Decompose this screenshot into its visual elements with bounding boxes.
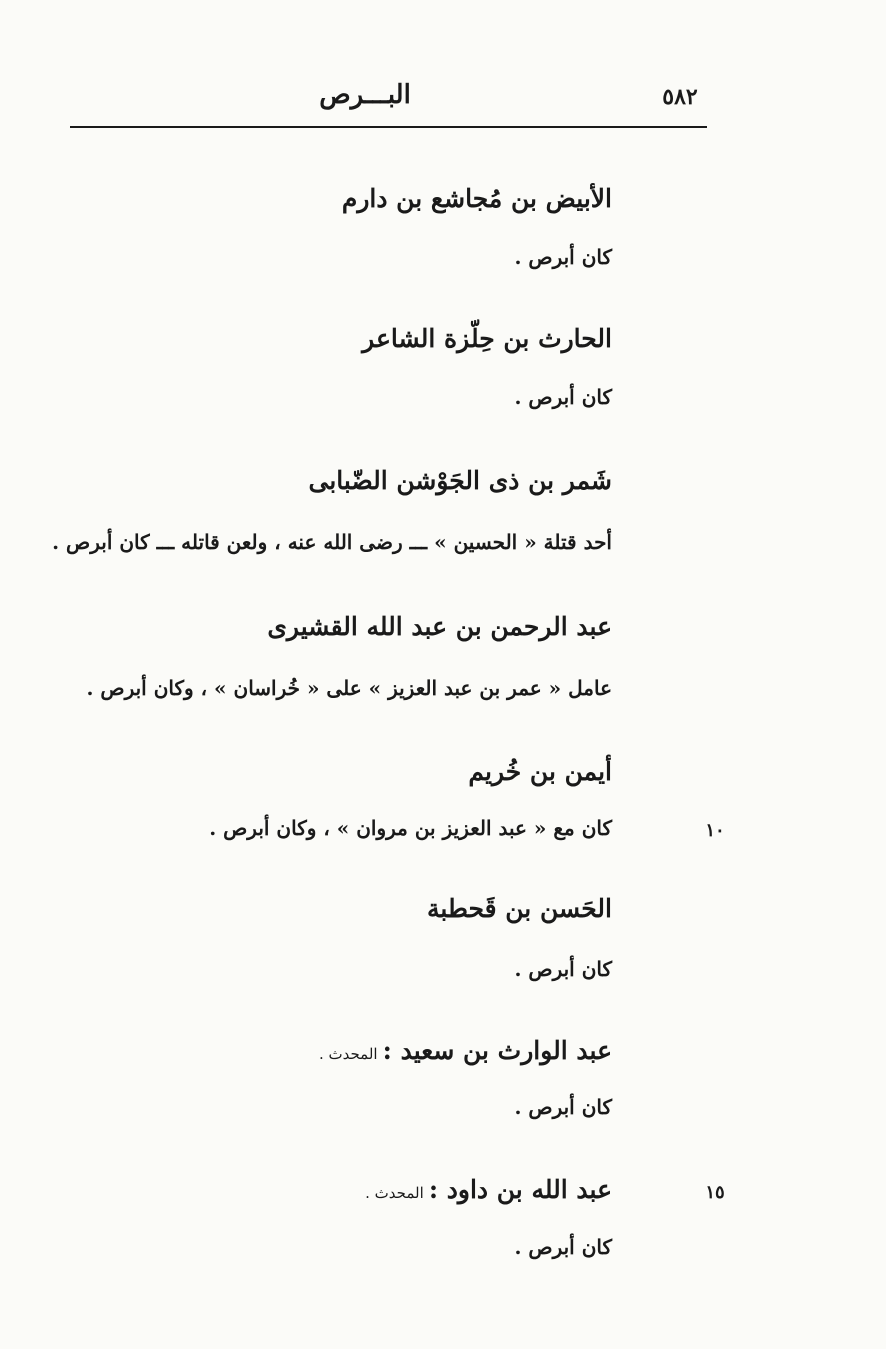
- entry-note: كان أبرص .: [514, 1095, 612, 1119]
- margin-line-number: ١٠: [705, 820, 725, 841]
- entry-note: كان أبرص .: [514, 1235, 612, 1259]
- entry-note: عامل « عمر بن عبد العزيز » على « خُراسان » ، وكان أبرص .: [86, 676, 612, 700]
- entry-name: الحَسن بن قَحطبة: [427, 894, 612, 923]
- entry-suffix: المحدث .: [365, 1184, 424, 1202]
- entry-note: كان أبرص .: [514, 385, 612, 409]
- entry-note: أحد قتلة « الحسين » ـــ رضى الله عنه ، ولعن قاتله ـــ كان أبرص .: [52, 530, 612, 554]
- entry-name: الحارث بن حِلّزة الشاعر: [362, 324, 612, 353]
- entry-note: كان أبرص .: [514, 957, 612, 981]
- entry-name: شَمر بن ذى الجَوْشن الضّبابى: [308, 466, 612, 495]
- entry-heading: [319, 1036, 612, 1065]
- entry-name: عبد الرحمن بن عبد الله القشيرى: [267, 612, 612, 641]
- entry-note: كان مع « عبد العزيز بن مروان » ، وكان أبرص .: [209, 816, 612, 840]
- entry-name: عبد الوارث بن سعيد :: [382, 1036, 612, 1065]
- entry-heading: [365, 1175, 612, 1204]
- entry-name: عبد الله بن داود :: [428, 1175, 612, 1204]
- page-number: ٥٨٢: [662, 84, 698, 110]
- header-rule: [70, 126, 707, 128]
- entry-name: أيمن بن خُريم: [468, 757, 612, 786]
- margin-line-number: ١٥: [705, 1182, 725, 1203]
- entry-name: الأبيض بن مُجاشع بن دارم: [341, 184, 612, 213]
- running-header-title: البـــرص: [319, 80, 411, 110]
- entry-note: كان أبرص .: [514, 245, 612, 269]
- entry-suffix: المحدث .: [318, 1045, 378, 1063]
